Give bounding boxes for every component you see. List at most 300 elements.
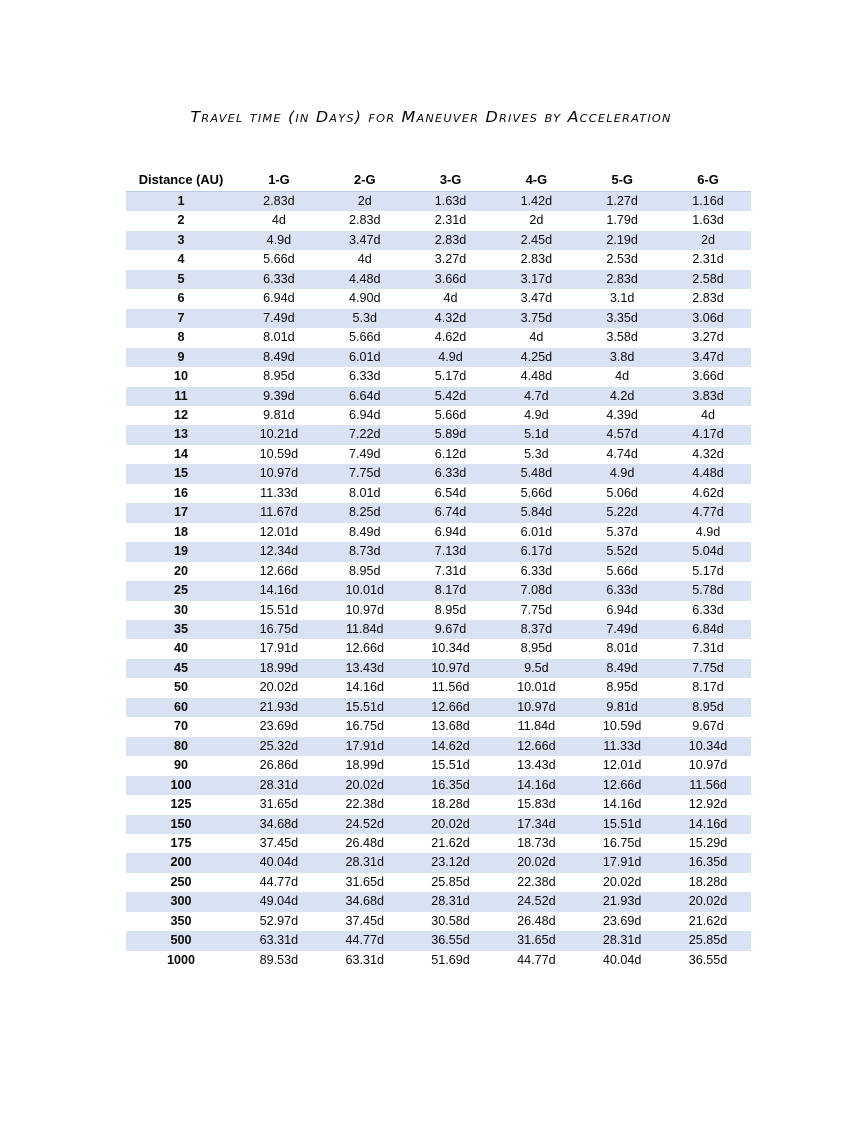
cell-travel-time: 14.16d <box>236 581 322 600</box>
cell-travel-time: 1.27d <box>579 192 665 212</box>
cell-travel-time: 6.01d <box>520 524 553 539</box>
cell-travel-time: 4.17d <box>665 425 751 444</box>
cell-travel-time: 8.73d <box>322 542 408 561</box>
cell-travel-time: 28.31d <box>236 776 322 795</box>
cell-travel-time: 37.45d <box>259 835 299 850</box>
cell-travel-time: 4d <box>615 369 630 384</box>
table-row <box>126 581 751 600</box>
cell-distance: 150 <box>126 815 236 834</box>
table-row <box>126 523 751 542</box>
cell-travel-time: 1.79d <box>606 213 638 228</box>
cell-travel-time: 12.92d <box>688 797 728 812</box>
cell-travel-time: 5.66d <box>434 407 467 422</box>
cell-travel-time: 4.62d <box>434 330 467 345</box>
cell-travel-time: 13.43d <box>517 758 556 773</box>
cell-travel-time: 17.91d <box>579 853 665 872</box>
cell-travel-time: 44.77d <box>322 931 408 950</box>
cell-travel-time: 5.17d <box>434 369 467 384</box>
cell-travel-time: 4.9d <box>408 348 494 367</box>
table-row <box>126 406 751 425</box>
cell-travel-time: 6.94d <box>263 291 295 306</box>
cell-travel-time: 7.75d <box>322 464 408 483</box>
cell-travel-time: 9.5d <box>493 659 579 678</box>
cell-travel-time: 28.31d <box>579 931 665 950</box>
cell-travel-time: 2.83d <box>579 270 665 289</box>
cell-travel-time: 31.65d <box>493 931 579 950</box>
cell-travel-time: 44.77d <box>517 952 556 967</box>
cell-travel-time: 8.95d <box>348 563 381 578</box>
table-row <box>126 601 751 620</box>
cell-travel-time: 16.75d <box>602 835 642 850</box>
table-row <box>126 756 751 775</box>
cell-travel-time: 2.31d <box>692 252 724 267</box>
cell-travel-time: 8.01d <box>606 641 638 656</box>
cell-travel-time: 4d <box>357 252 372 267</box>
cell-distance: 175 <box>170 835 192 850</box>
cell-travel-time: 40.04d <box>236 853 322 872</box>
cell-distance: 1 <box>126 192 236 212</box>
cell-travel-time: 11.56d <box>431 680 470 695</box>
cell-travel-time: 5.78d <box>665 581 751 600</box>
cell-travel-time: 4.39d <box>606 407 638 422</box>
cell-travel-time: 8.95d <box>434 602 467 617</box>
table-row <box>126 270 751 289</box>
cell-travel-time: 6.33d <box>579 581 665 600</box>
cell-distance: 5 <box>126 270 236 289</box>
cell-distance: 11 <box>126 387 236 406</box>
cell-travel-time: 4.77d <box>665 503 751 522</box>
cell-distance: 17 <box>126 503 236 522</box>
cell-travel-time: 4d <box>443 291 458 306</box>
column-header-distance: Distance (AU) <box>126 172 236 192</box>
cell-travel-time: 7.49d <box>579 620 665 639</box>
cell-distance: 18 <box>174 524 189 539</box>
cell-travel-time: 7.08d <box>493 581 579 600</box>
cell-travel-time: 12.66d <box>345 641 385 656</box>
cell-distance: 350 <box>170 913 192 928</box>
travel-time-table-container <box>126 172 751 970</box>
cell-travel-time: 14.16d <box>493 776 579 795</box>
cell-travel-time: 2.53d <box>606 252 638 267</box>
cell-travel-time: 11.33d <box>579 737 665 756</box>
table-row <box>126 776 751 795</box>
cell-travel-time: 5.66d <box>520 485 553 500</box>
table-row <box>126 289 751 308</box>
table-row <box>126 717 751 736</box>
cell-travel-time: 7.75d <box>665 659 751 678</box>
cell-distance: 40 <box>174 641 189 656</box>
cell-travel-time: 14.16d <box>665 815 751 834</box>
cell-distance: 19 <box>126 542 236 561</box>
cell-travel-time: 36.55d <box>688 952 728 967</box>
table-row <box>126 192 751 212</box>
cell-travel-time: 12.66d <box>579 776 665 795</box>
cell-travel-time: 5.48d <box>493 464 579 483</box>
cell-travel-time: 4.7d <box>493 387 579 406</box>
cell-distance: 70 <box>174 719 189 734</box>
cell-travel-time: 14.16d <box>602 797 642 812</box>
cell-travel-time: 5.84d <box>493 503 579 522</box>
cell-travel-time: 4d <box>271 213 286 228</box>
cell-distance: 45 <box>126 659 236 678</box>
cell-travel-time: 2.83d <box>692 291 724 306</box>
cell-distance: 20 <box>174 563 189 578</box>
cell-travel-time: 10.97d <box>236 464 322 483</box>
table-row <box>126 698 751 717</box>
cell-travel-time: 1.63d <box>692 213 724 228</box>
cell-travel-time: 16.35d <box>665 853 751 872</box>
cell-travel-time: 7.22d <box>322 425 408 444</box>
cell-travel-time: 9.67d <box>408 620 494 639</box>
cell-travel-time: 8.95d <box>263 369 295 384</box>
cell-travel-time: 10.97d <box>345 602 385 617</box>
table-row <box>126 639 751 658</box>
cell-travel-time: 6.17d <box>493 542 579 561</box>
cell-travel-time: 7.49d <box>236 309 322 328</box>
table-row <box>126 542 751 561</box>
cell-distance: 6 <box>177 291 185 306</box>
cell-travel-time: 6.12d <box>434 446 467 461</box>
cell-travel-time: 5.3d <box>322 309 408 328</box>
cell-travel-time: 23.69d <box>259 719 299 734</box>
column-header-3-g: 3-G <box>408 172 494 192</box>
cell-travel-time: 3.47d <box>665 348 751 367</box>
table-row <box>126 892 751 911</box>
cell-travel-time: 23.69d <box>602 913 642 928</box>
cell-travel-time: 26.48d <box>345 835 385 850</box>
cell-travel-time: 6.33d <box>692 602 724 617</box>
cell-travel-time: 7.49d <box>348 446 381 461</box>
table-header-row <box>126 172 751 192</box>
table-row <box>126 503 751 522</box>
cell-distance: 7 <box>126 309 236 328</box>
cell-travel-time: 2.58d <box>665 270 751 289</box>
table-row <box>126 425 751 444</box>
cell-travel-time: 7.13d <box>408 542 494 561</box>
cell-travel-time: 17.91d <box>322 737 408 756</box>
cell-travel-time: 6.33d <box>408 464 494 483</box>
cell-travel-time: 16.75d <box>236 620 322 639</box>
cell-travel-time: 11.84d <box>517 719 556 734</box>
cell-travel-time: 7.75d <box>520 602 553 617</box>
table-row <box>126 231 751 250</box>
cell-travel-time: 5.66d <box>263 252 295 267</box>
column-header-1-g: 1-G <box>236 172 322 192</box>
cell-travel-time: 12.66d <box>408 698 494 717</box>
table-row <box>126 678 751 697</box>
cell-distance: 12 <box>174 407 189 422</box>
cell-travel-time: 1.16d <box>665 192 751 212</box>
cell-travel-time: 10.21d <box>236 425 322 444</box>
cell-travel-time: 5.66d <box>348 330 381 345</box>
cell-travel-time: 17.34d <box>493 815 579 834</box>
cell-travel-time: 52.97d <box>259 913 299 928</box>
cell-travel-time: 25.85d <box>665 931 751 950</box>
cell-travel-time: 8.01d <box>263 330 295 345</box>
table-row <box>126 737 751 756</box>
cell-travel-time: 8.49d <box>579 659 665 678</box>
cell-travel-time: 20.02d <box>259 680 299 695</box>
cell-travel-time: 3.8d <box>579 348 665 367</box>
cell-travel-time: 20.02d <box>322 776 408 795</box>
cell-distance: 90 <box>174 758 189 773</box>
cell-travel-time: 16.35d <box>408 776 494 795</box>
table-row <box>126 815 751 834</box>
cell-distance: 60 <box>126 698 236 717</box>
cell-travel-time: 2.19d <box>579 231 665 250</box>
cell-travel-time: 5.06d <box>606 485 638 500</box>
cell-travel-time: 6.54d <box>434 485 467 500</box>
cell-travel-time: 2.83d <box>520 252 553 267</box>
cell-travel-time: 28.31d <box>322 853 408 872</box>
cell-travel-time: 5.17d <box>692 563 724 578</box>
cell-travel-time: 5.04d <box>665 542 751 561</box>
cell-travel-time: 8.95d <box>606 680 638 695</box>
cell-distance: 50 <box>174 680 189 695</box>
cell-travel-time: 18.28d <box>431 797 470 812</box>
cell-travel-time: 2.83d <box>348 213 381 228</box>
cell-travel-time: 4.32d <box>408 309 494 328</box>
cell-distance: 35 <box>126 620 236 639</box>
cell-travel-time: 21.62d <box>688 913 728 928</box>
cell-travel-time: 3.1d <box>609 291 635 306</box>
cell-distance: 30 <box>174 602 189 617</box>
cell-travel-time: 11.56d <box>665 776 751 795</box>
cell-travel-time: 1.63d <box>408 192 494 212</box>
cell-travel-time: 8.01d <box>348 485 381 500</box>
cell-travel-time: 3.35d <box>579 309 665 328</box>
cell-travel-time: 24.52d <box>322 815 408 834</box>
cell-distance: 10 <box>174 369 189 384</box>
cell-travel-time: 3.47d <box>520 291 553 306</box>
cell-travel-time: 2.83d <box>408 231 494 250</box>
cell-travel-time: 21.62d <box>431 835 470 850</box>
cell-travel-time: 12.34d <box>236 542 322 561</box>
cell-travel-time: 10.34d <box>665 737 751 756</box>
table-row <box>126 853 751 872</box>
cell-travel-time: 4d <box>701 407 716 422</box>
table-row <box>126 931 751 950</box>
cell-travel-time: 4.9d <box>524 407 549 422</box>
cell-travel-time: 10.34d <box>431 641 470 656</box>
cell-travel-time: 30.58d <box>431 913 470 928</box>
table-row <box>126 464 751 483</box>
cell-travel-time: 51.69d <box>431 952 470 967</box>
cell-travel-time: 4.74d <box>606 446 638 461</box>
table-row <box>126 328 751 347</box>
cell-travel-time: 3.06d <box>665 309 751 328</box>
cell-travel-time: 6.33d <box>520 563 553 578</box>
cell-travel-time: 14.16d <box>345 680 385 695</box>
cell-travel-time: 6.01d <box>322 348 408 367</box>
cell-travel-time: 3.27d <box>434 252 467 267</box>
cell-travel-time: 8.17d <box>692 680 724 695</box>
column-header-2-g: 2-G <box>322 172 408 192</box>
cell-travel-time: 12.66d <box>493 737 579 756</box>
cell-travel-time: 5.66d <box>606 563 638 578</box>
cell-travel-time: 2d <box>665 231 751 250</box>
cell-travel-time: 6.33d <box>236 270 322 289</box>
column-header-5-g: 5-G <box>579 172 665 192</box>
cell-travel-time: 15.83d <box>517 797 556 812</box>
table-row <box>126 367 751 386</box>
cell-travel-time: 2d <box>529 213 544 228</box>
cell-travel-time: 10.01d <box>322 581 408 600</box>
table-row <box>126 348 751 367</box>
cell-travel-time: 20.02d <box>408 815 494 834</box>
cell-travel-time: 49.04d <box>236 892 322 911</box>
cell-travel-time: 4.62d <box>692 485 724 500</box>
cell-travel-time: 14.62d <box>408 737 494 756</box>
cell-travel-time: 4.32d <box>692 446 724 461</box>
cell-travel-time: 40.04d <box>602 952 642 967</box>
cell-travel-time: 6.94d <box>348 407 381 422</box>
cell-distance: 80 <box>126 737 236 756</box>
table-row <box>126 562 751 581</box>
cell-travel-time: 2.45d <box>493 231 579 250</box>
cell-travel-time: 24.52d <box>493 892 579 911</box>
page-title: Travel time (in Days) for Maneuver Drives by Acceleration <box>190 108 672 126</box>
cell-travel-time: 20.02d <box>602 874 642 889</box>
cell-travel-time: 4.48d <box>520 369 553 384</box>
cell-travel-time: 13.43d <box>322 659 408 678</box>
cell-travel-time: 4.90d <box>348 291 381 306</box>
cell-travel-time: 9.81d <box>263 407 295 422</box>
cell-travel-time: 5.22d <box>579 503 665 522</box>
table-row <box>126 211 751 230</box>
cell-distance: 4 <box>177 252 185 267</box>
table-row <box>126 834 751 853</box>
cell-travel-time: 28.31d <box>408 892 494 911</box>
cell-distance: 16 <box>174 485 189 500</box>
cell-travel-time: 7.31d <box>692 641 724 656</box>
cell-distance: 250 <box>170 874 192 889</box>
table-row <box>126 951 751 970</box>
cell-travel-time: 11.67d <box>236 503 322 522</box>
table-row <box>126 795 751 814</box>
cell-travel-time: 5.42d <box>408 387 494 406</box>
table-row <box>126 484 751 503</box>
cell-travel-time: 4.25d <box>493 348 579 367</box>
cell-travel-time: 12.66d <box>259 563 299 578</box>
cell-travel-time: 3.83d <box>665 387 751 406</box>
cell-travel-time: 8.25d <box>322 503 408 522</box>
table-row <box>126 873 751 892</box>
cell-travel-time: 15.51d <box>322 698 408 717</box>
cell-distance: 13 <box>126 425 236 444</box>
cell-travel-time: 12.01d <box>259 524 299 539</box>
cell-travel-time: 10.59d <box>259 446 299 461</box>
cell-travel-time: 2.83d <box>236 192 322 212</box>
cell-travel-time: 3.75d <box>493 309 579 328</box>
cell-distance: 1000 <box>167 952 196 967</box>
cell-travel-time: 4.9d <box>236 231 322 250</box>
cell-travel-time: 3.17d <box>493 270 579 289</box>
cell-travel-time: 22.38d <box>517 874 556 889</box>
table-row <box>126 250 751 269</box>
table-row <box>126 445 751 464</box>
cell-travel-time: 8.17d <box>408 581 494 600</box>
table-row <box>126 659 751 678</box>
cell-distance: 3 <box>126 231 236 250</box>
cell-travel-time: 9.67d <box>692 719 724 734</box>
cell-travel-time: 3.58d <box>606 330 638 345</box>
table-row <box>126 912 751 931</box>
cell-distance: 9 <box>126 348 236 367</box>
cell-travel-time: 18.28d <box>688 874 728 889</box>
column-header-6-g: 6-G <box>665 172 751 192</box>
cell-travel-time: 18.99d <box>345 758 385 773</box>
cell-travel-time: 3.27d <box>692 330 724 345</box>
table-row <box>126 309 751 328</box>
cell-travel-time: 10.01d <box>517 680 556 695</box>
cell-distance: 500 <box>126 931 236 950</box>
table-row <box>126 620 751 639</box>
cell-travel-time: 8.37d <box>493 620 579 639</box>
table-row <box>126 387 751 406</box>
cell-travel-time: 20.02d <box>493 853 579 872</box>
cell-travel-time: 5.52d <box>579 542 665 561</box>
cell-travel-time: 8.95d <box>665 698 751 717</box>
cell-travel-time: 25.85d <box>431 874 470 889</box>
cell-travel-time: 6.64d <box>322 387 408 406</box>
cell-travel-time: 5.1d <box>493 425 579 444</box>
cell-travel-time: 25.32d <box>236 737 322 756</box>
cell-travel-time: 7.31d <box>434 563 467 578</box>
cell-travel-time: 15.51d <box>431 758 470 773</box>
cell-distance: 25 <box>126 581 236 600</box>
cell-travel-time: 89.53d <box>259 952 299 967</box>
cell-travel-time: 34.68d <box>322 892 408 911</box>
cell-travel-time: 63.31d <box>345 952 385 967</box>
cell-distance: 300 <box>126 892 236 911</box>
cell-travel-time: 12.01d <box>602 758 642 773</box>
cell-travel-time: 4.9d <box>579 464 665 483</box>
cell-travel-time: 2d <box>322 192 408 212</box>
cell-travel-time: 9.81d <box>579 698 665 717</box>
cell-travel-time: 3.66d <box>692 369 724 384</box>
cell-travel-time: 20.02d <box>665 892 751 911</box>
cell-travel-time: 5.89d <box>408 425 494 444</box>
cell-travel-time: 31.65d <box>259 797 299 812</box>
cell-distance: 100 <box>126 776 236 795</box>
cell-travel-time: 10.97d <box>408 659 494 678</box>
cell-travel-time: 8.49d <box>348 524 381 539</box>
cell-travel-time: 6.94d <box>434 524 467 539</box>
cell-travel-time: 9.39d <box>236 387 322 406</box>
cell-travel-time: 3.47d <box>322 231 408 250</box>
cell-travel-time: 18.73d <box>517 835 556 850</box>
cell-travel-time: 15.29d <box>688 835 728 850</box>
cell-distance: 14 <box>174 446 189 461</box>
cell-travel-time: 4.2d <box>579 387 665 406</box>
cell-travel-time: 5.37d <box>606 524 638 539</box>
cell-travel-time: 37.45d <box>345 913 385 928</box>
cell-travel-time: 16.75d <box>345 719 385 734</box>
cell-travel-time: 36.55d <box>408 931 494 950</box>
cell-travel-time: 6.33d <box>348 369 381 384</box>
cell-travel-time: 1.42d <box>493 192 579 212</box>
cell-travel-time: 10.97d <box>688 758 728 773</box>
cell-travel-time: 2.31d <box>434 213 467 228</box>
cell-travel-time: 26.48d <box>517 913 556 928</box>
cell-distance: 200 <box>126 853 236 872</box>
cell-travel-time: 26.86d <box>259 758 299 773</box>
cell-travel-time: 44.77d <box>259 874 299 889</box>
cell-travel-time: 4.9d <box>695 524 721 539</box>
cell-travel-time: 21.93d <box>236 698 322 717</box>
cell-travel-time: 31.65d <box>345 874 385 889</box>
